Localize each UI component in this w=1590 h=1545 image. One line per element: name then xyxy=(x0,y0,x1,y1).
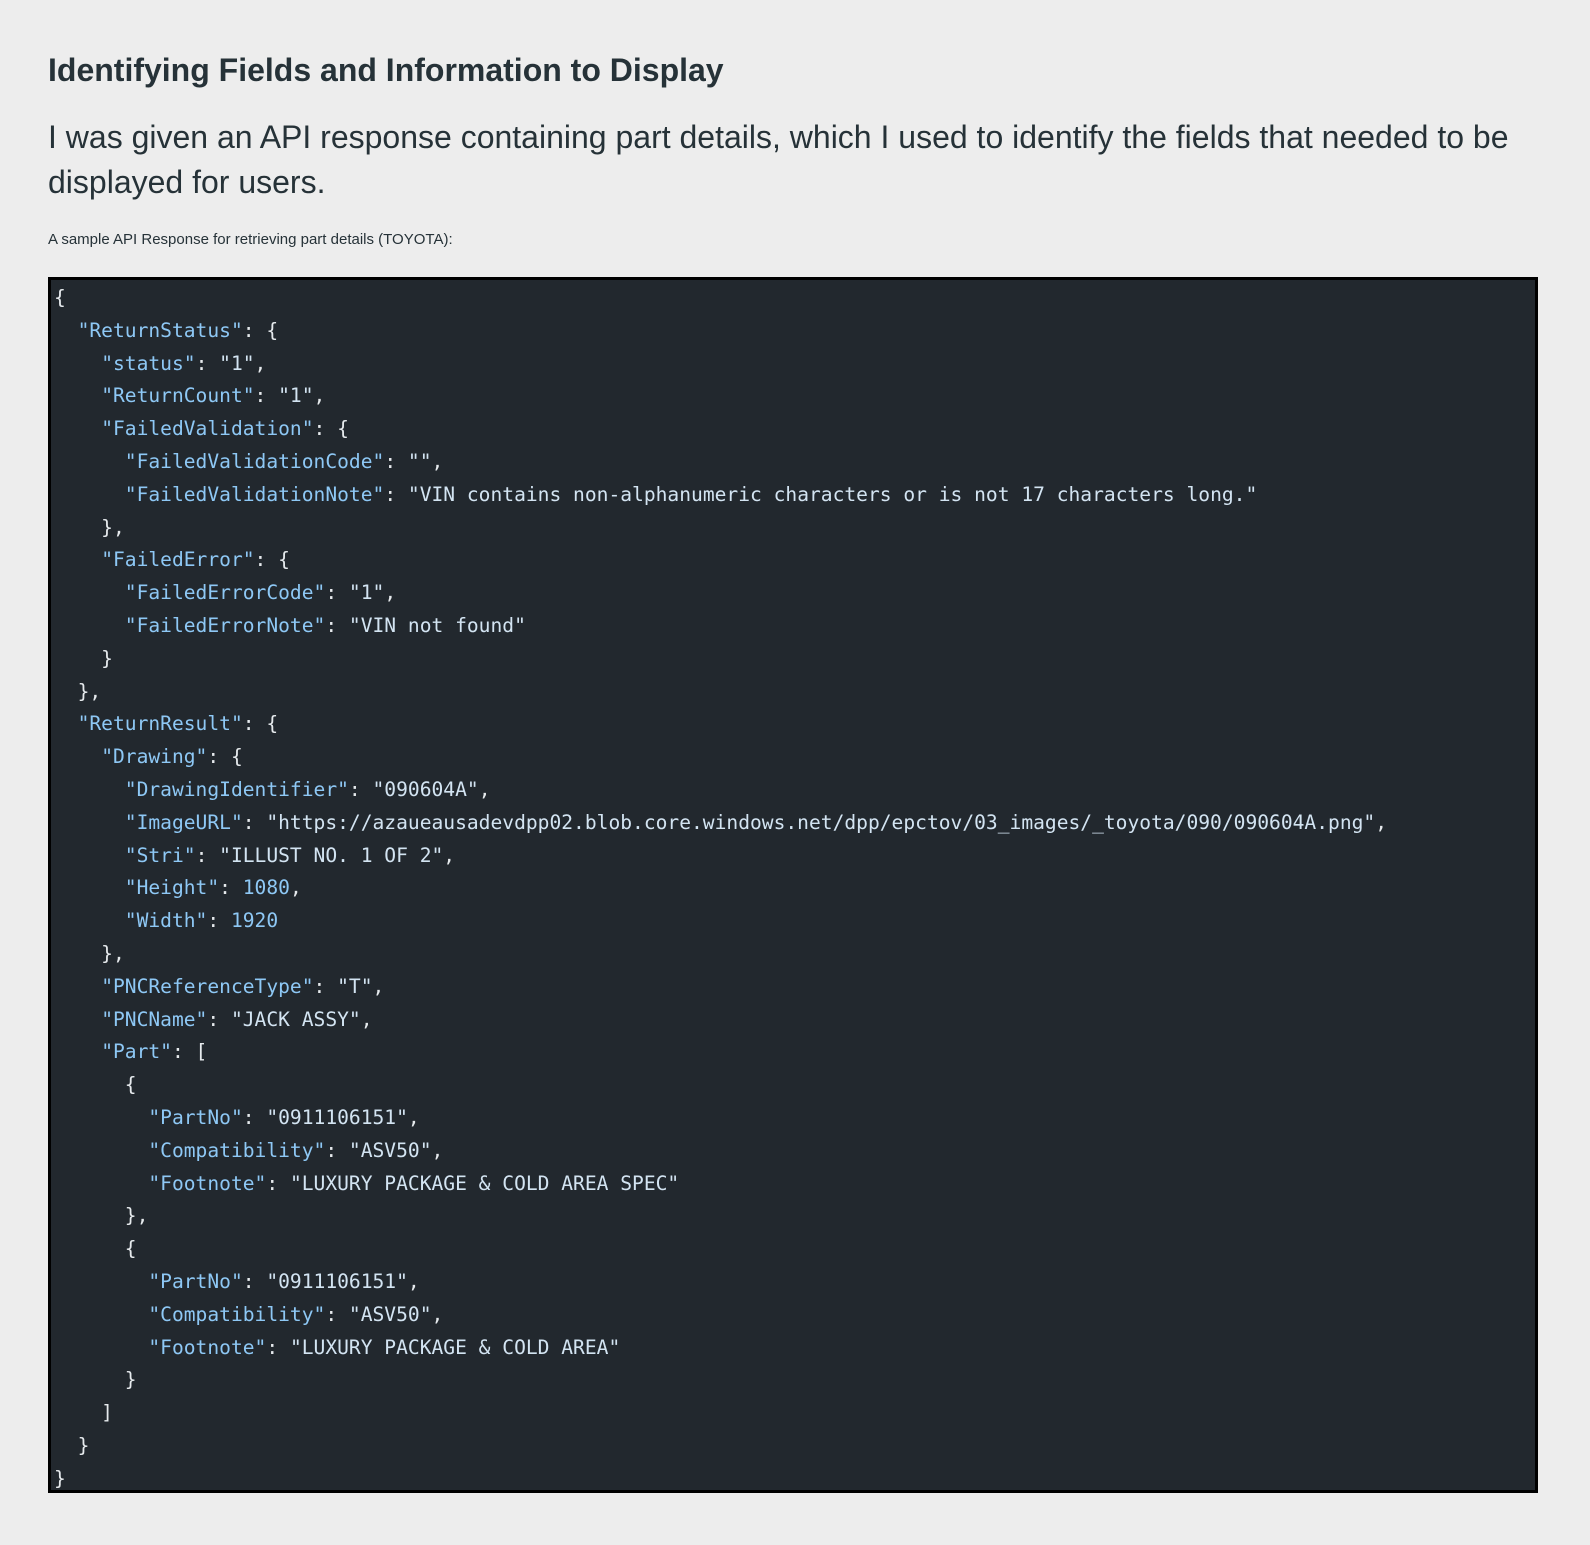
json-number: 1920 xyxy=(230,909,279,933)
json-punctuation: : { xyxy=(254,548,290,572)
json-punctuation: , xyxy=(313,384,326,408)
code-line xyxy=(54,1008,373,1031)
json-key: "FailedValidation" xyxy=(101,417,314,441)
json-string: "JACK ASSY" xyxy=(230,1007,361,1031)
json-punctuation: }, xyxy=(54,941,125,965)
json-key: "FailedValidationNote" xyxy=(124,482,385,506)
json-punctuation: : [ xyxy=(171,1040,208,1064)
json-punctuation: }, xyxy=(54,1204,149,1228)
json-key: "PNCReferenceType" xyxy=(101,974,314,998)
code-line xyxy=(54,286,66,309)
json-key: "status" xyxy=(101,351,196,375)
json-punctuation xyxy=(54,909,125,932)
json-key: "Footnote" xyxy=(148,1335,267,1359)
code-line xyxy=(54,1336,620,1359)
code-line xyxy=(54,876,302,899)
json-punctuation: { xyxy=(54,1237,137,1261)
json-punctuation xyxy=(54,1172,148,1195)
json-punctuation: } xyxy=(54,1433,90,1457)
code-line xyxy=(54,352,266,375)
json-string: "1" xyxy=(278,384,314,408)
json-string: "" xyxy=(407,449,432,473)
json-punctuation: }, xyxy=(54,679,102,703)
code-line xyxy=(54,712,278,735)
json-punctuation: : xyxy=(384,449,408,473)
json-punctuation: : xyxy=(242,810,267,834)
json-punctuation xyxy=(54,483,125,506)
json-punctuation xyxy=(54,712,78,735)
json-punctuation xyxy=(54,319,78,342)
code-line xyxy=(54,1139,443,1162)
json-punctuation: : xyxy=(219,876,243,900)
json-key: "PartNo" xyxy=(148,1105,243,1129)
json-punctuation xyxy=(54,844,125,867)
json-string: "VIN contains non-alphanumeric characters or is not 17 characters long." xyxy=(407,482,1258,506)
json-string: "090604A" xyxy=(372,777,479,801)
code-line xyxy=(54,1368,137,1391)
json-punctuation: , xyxy=(431,1138,444,1162)
json-punctuation: : xyxy=(313,974,338,998)
code-line xyxy=(54,384,325,407)
json-string: "ASV50" xyxy=(348,1138,432,1162)
json-key: "PNCName" xyxy=(101,1007,208,1031)
code-line xyxy=(54,647,113,670)
code-line xyxy=(54,1204,148,1227)
code-line xyxy=(54,1303,443,1326)
intro-paragraph: I was given an API response containing part details, which I used to identify the fields that needed to be displayed for users. xyxy=(48,119,1509,200)
code-line xyxy=(54,1040,207,1063)
json-punctuation: : xyxy=(325,1138,349,1162)
json-string: "ASV50" xyxy=(348,1302,432,1326)
code-line xyxy=(54,483,1257,506)
json-punctuation xyxy=(54,548,101,571)
json-punctuation: : xyxy=(207,909,231,933)
json-code-block[interactable] xyxy=(48,277,1538,1493)
json-punctuation xyxy=(54,876,125,899)
code-line xyxy=(54,516,125,539)
code-line xyxy=(54,1237,137,1260)
json-key: "ReturnStatus" xyxy=(77,318,243,342)
json-string: "0911106151" xyxy=(266,1269,408,1293)
code-line xyxy=(54,1073,137,1096)
json-string: "1" xyxy=(219,351,255,375)
json-punctuation: : xyxy=(254,384,279,408)
json-punctuation: , xyxy=(407,1105,420,1129)
code-line xyxy=(54,1172,679,1195)
json-string: "VIN not found" xyxy=(348,613,526,637)
json-punctuation: } xyxy=(54,1368,137,1392)
code-line xyxy=(54,680,101,703)
json-punctuation xyxy=(54,1270,148,1293)
code-line xyxy=(54,975,384,998)
json-punctuation xyxy=(54,778,125,801)
code-line xyxy=(54,1106,420,1129)
json-punctuation: : xyxy=(348,777,373,801)
code-line xyxy=(54,942,125,965)
json-key: "Footnote" xyxy=(148,1171,267,1195)
json-punctuation xyxy=(54,1106,148,1129)
json-key: "Drawing" xyxy=(101,745,208,769)
code-line xyxy=(54,1401,113,1424)
code-line xyxy=(54,1467,66,1490)
code-line xyxy=(54,778,490,801)
json-string: "T" xyxy=(337,974,373,998)
json-key: "ReturnResult" xyxy=(77,712,243,736)
section-heading: Identifying Fields and Information to Display xyxy=(48,52,724,88)
json-string: "ILLUST NO. 1 OF 2" xyxy=(219,843,444,867)
json-punctuation: }, xyxy=(54,515,125,539)
code-line xyxy=(54,450,443,473)
json-punctuation: ] xyxy=(54,1401,113,1425)
json-punctuation: , xyxy=(254,351,267,375)
json-key: "DrawingIdentifier" xyxy=(124,777,349,801)
code-line xyxy=(54,1270,420,1293)
json-punctuation: , xyxy=(431,449,444,473)
code-line xyxy=(54,548,290,571)
json-punctuation: : { xyxy=(242,318,279,342)
json-key: "FailedErrorCode" xyxy=(124,581,326,605)
code-line xyxy=(54,581,396,604)
json-string: "LUXURY PACKAGE & COLD AREA SPEC" xyxy=(289,1171,680,1195)
json-punctuation xyxy=(54,745,101,768)
code-line xyxy=(54,319,278,342)
json-punctuation: : xyxy=(207,1007,231,1031)
json-punctuation xyxy=(54,1008,101,1031)
json-punctuation xyxy=(54,1040,101,1063)
code-line xyxy=(54,417,349,440)
json-punctuation: : xyxy=(325,581,349,605)
json-punctuation xyxy=(54,581,125,604)
code-line xyxy=(54,745,243,768)
json-key: "FailedErrorNote" xyxy=(124,613,326,637)
json-number: 1080 xyxy=(242,876,290,900)
json-string: "https://azaueausadevdpp02.blob.core.windows.net/dpp/epctov/03_images/_toyota/090/090604A.png" xyxy=(266,810,1376,834)
json-key: "ReturnCount" xyxy=(101,384,255,408)
json-punctuation xyxy=(54,1336,148,1359)
json-key: "ImageURL" xyxy=(124,810,243,834)
json-punctuation: : xyxy=(195,351,220,375)
json-punctuation xyxy=(54,1139,148,1162)
json-punctuation: { xyxy=(54,286,66,309)
json-punctuation: : xyxy=(384,482,408,506)
json-punctuation xyxy=(54,811,125,834)
json-punctuation: , xyxy=(478,777,491,801)
json-punctuation xyxy=(54,1303,148,1326)
json-punctuation: , xyxy=(443,843,456,867)
code-line xyxy=(54,844,455,867)
json-key: "Compatibility" xyxy=(148,1302,326,1326)
json-string: "1" xyxy=(348,581,385,605)
json-punctuation: : xyxy=(195,843,220,867)
code-line xyxy=(54,1434,89,1457)
json-key: "PartNo" xyxy=(148,1269,243,1293)
json-punctuation xyxy=(54,352,101,375)
json-punctuation: , xyxy=(431,1302,444,1326)
json-key: "Stri" xyxy=(124,843,196,867)
json-punctuation: : { xyxy=(242,712,279,736)
json-string: "0911106151" xyxy=(266,1105,408,1129)
json-punctuation xyxy=(54,384,101,407)
json-punctuation: : xyxy=(325,613,349,637)
code-line xyxy=(54,811,1387,834)
json-punctuation: { xyxy=(54,1073,137,1097)
json-punctuation: : { xyxy=(313,417,349,441)
code-line xyxy=(54,909,278,932)
json-key: "Part" xyxy=(101,1040,172,1064)
json-punctuation: , xyxy=(1375,810,1388,834)
json-code-content[interactable] xyxy=(51,280,1535,1493)
json-key: "Compatibility" xyxy=(148,1138,326,1162)
json-punctuation: , xyxy=(360,1007,373,1031)
json-key: "FailedValidationCode" xyxy=(124,449,385,473)
json-punctuation xyxy=(54,975,101,998)
json-punctuation: : xyxy=(266,1171,290,1195)
json-punctuation xyxy=(54,417,101,440)
json-key: "Height" xyxy=(124,876,220,900)
json-key: "Width" xyxy=(124,909,208,933)
code-line xyxy=(54,614,526,637)
json-punctuation: , xyxy=(372,974,385,998)
json-string: "LUXURY PACKAGE & COLD AREA" xyxy=(289,1335,621,1359)
json-punctuation xyxy=(54,450,125,473)
json-key: "FailedError" xyxy=(101,548,255,572)
json-punctuation: , xyxy=(384,581,397,605)
json-punctuation: , xyxy=(289,876,302,900)
json-punctuation: : xyxy=(325,1302,349,1326)
json-punctuation: } xyxy=(54,1466,66,1490)
json-punctuation: , xyxy=(407,1269,420,1293)
json-punctuation xyxy=(54,614,125,637)
json-punctuation: : xyxy=(266,1335,290,1359)
code-caption: A sample API Response for retrieving part details (TOYOTA): xyxy=(48,231,453,248)
json-punctuation: : xyxy=(242,1269,267,1293)
json-punctuation: } xyxy=(54,646,113,670)
json-punctuation: : xyxy=(242,1105,267,1129)
json-punctuation: : { xyxy=(207,745,243,769)
